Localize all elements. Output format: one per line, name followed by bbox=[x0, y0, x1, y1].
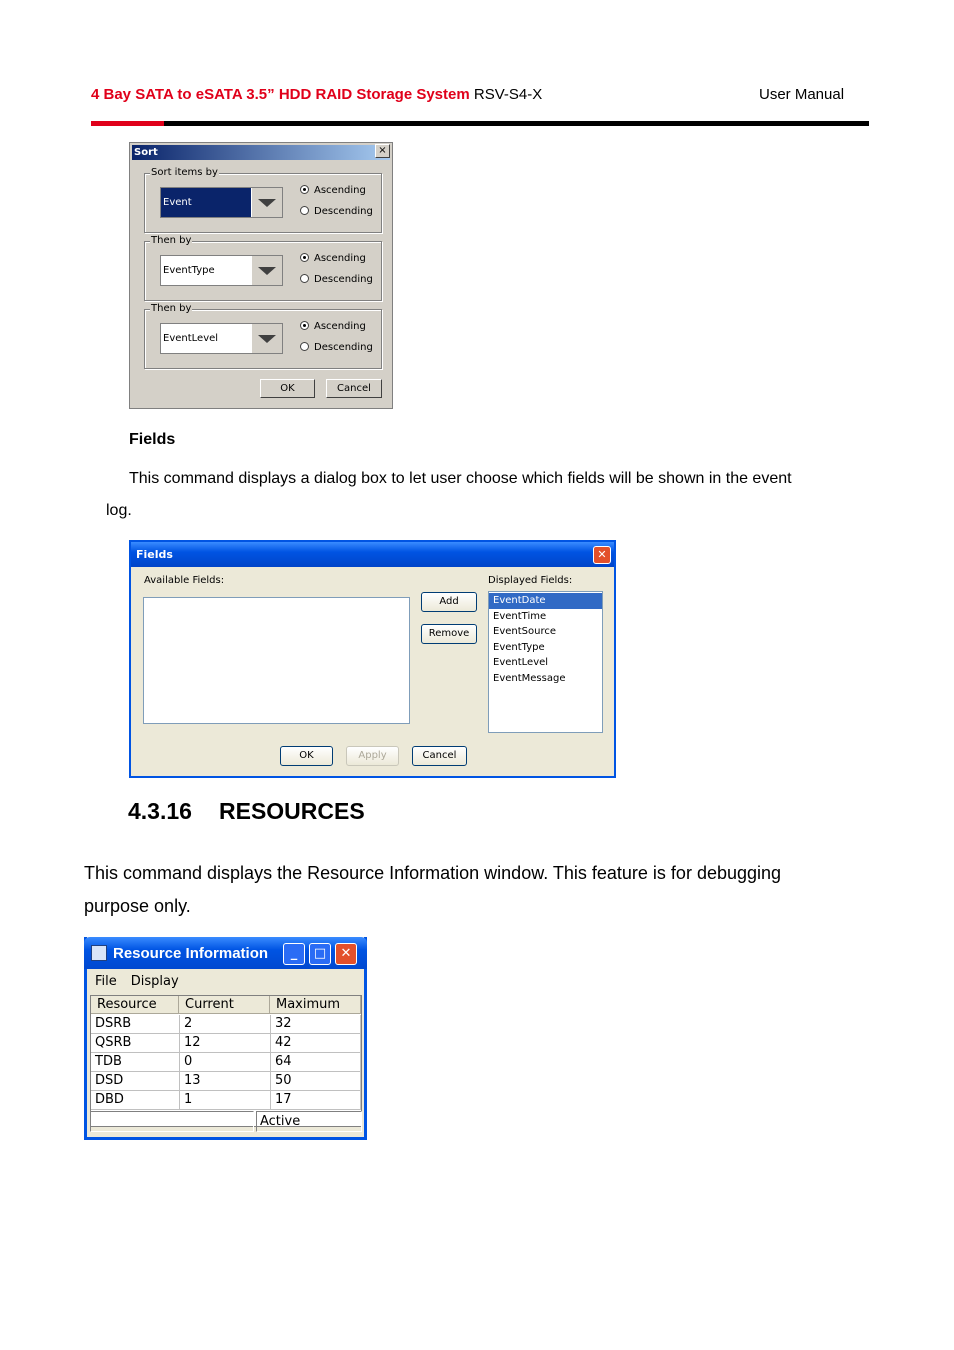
sort-group-primary bbox=[144, 167, 382, 233]
radio-label: Descending bbox=[314, 342, 373, 353]
select-value: Event bbox=[163, 197, 192, 208]
list-item[interactable]: EventType bbox=[493, 641, 545, 653]
list-item[interactable]: EventDate bbox=[489, 593, 602, 609]
radio-checked-icon bbox=[300, 253, 309, 262]
sort-group-tertiary bbox=[144, 303, 382, 369]
maximize-icon[interactable]: □ bbox=[309, 943, 331, 965]
apply-button[interactable]: Apply bbox=[346, 746, 399, 766]
resource-window-titlebar bbox=[84, 937, 367, 969]
column-header-maximum[interactable]: Maximum bbox=[270, 996, 361, 1014]
table-cell: 17 bbox=[271, 1091, 361, 1109]
then-by-select[interactable] bbox=[160, 255, 283, 286]
header-model: RSV-S4-X bbox=[473, 86, 543, 103]
radio-unchecked-icon bbox=[300, 274, 309, 283]
resource-information-window bbox=[84, 937, 367, 1140]
radio-label: Ascending bbox=[314, 185, 366, 196]
select-value: EventLevel bbox=[163, 333, 219, 344]
available-fields-list[interactable] bbox=[143, 597, 410, 724]
minimize-icon[interactable]: _ bbox=[283, 943, 305, 965]
ascending-radio[interactable] bbox=[300, 321, 366, 332]
group-legend: Then by bbox=[151, 303, 192, 314]
resources-paragraph-line2: purpose only. bbox=[84, 896, 191, 916]
chevron-down-icon[interactable] bbox=[251, 324, 282, 353]
table-cell: 32 bbox=[271, 1015, 361, 1033]
descending-radio[interactable] bbox=[300, 342, 373, 353]
section-number: 4.3.16 bbox=[128, 798, 192, 824]
table-cell: 2 bbox=[180, 1015, 271, 1033]
table-cell: DBD bbox=[91, 1091, 180, 1109]
list-item[interactable]: EventLevel bbox=[493, 657, 549, 668]
radio-checked-icon bbox=[300, 185, 309, 194]
chevron-down-icon[interactable] bbox=[251, 188, 282, 217]
table-cell: 0 bbox=[180, 1053, 271, 1071]
ok-button[interactable]: OK bbox=[260, 379, 315, 398]
radio-label: Ascending bbox=[314, 253, 366, 264]
radio-label: Descending bbox=[314, 274, 373, 285]
table-cell: 13 bbox=[180, 1072, 271, 1090]
table-cell: TDB bbox=[91, 1053, 180, 1071]
header-manual: User Manual bbox=[759, 86, 845, 103]
app-icon bbox=[91, 945, 107, 961]
window-title: Resource Information bbox=[113, 945, 269, 962]
table-cell: 12 bbox=[180, 1034, 271, 1052]
chevron-down-icon[interactable] bbox=[251, 256, 282, 285]
section-title: RESOURCES bbox=[219, 798, 365, 824]
fields-paragraph-line2: log. bbox=[106, 502, 132, 519]
add-button[interactable]: Add bbox=[421, 592, 477, 612]
list-item[interactable]: EventTime bbox=[493, 610, 547, 622]
available-fields-label: Available Fields: bbox=[144, 575, 225, 586]
radio-label: Ascending bbox=[314, 321, 366, 332]
table-row bbox=[91, 1015, 361, 1034]
sort-dialog-titlebar: Sort bbox=[132, 145, 390, 160]
sort-dialog bbox=[129, 142, 393, 409]
table-cell: DSRB bbox=[91, 1015, 180, 1033]
table-cell: 64 bbox=[271, 1053, 361, 1071]
column-header-resource[interactable]: Resource bbox=[91, 996, 179, 1014]
select-value: EventType bbox=[163, 265, 215, 276]
displayed-fields-list[interactable] bbox=[488, 591, 603, 733]
close-icon[interactable]: ✕ bbox=[593, 546, 611, 564]
radio-checked-icon bbox=[300, 321, 309, 330]
radio-label: Descending bbox=[314, 206, 373, 217]
cancel-button[interactable]: Cancel bbox=[326, 379, 382, 398]
header-product-title: 4 Bay SATA to eSATA 3.5” HDD RAID Storage System bbox=[91, 86, 470, 103]
resource-table bbox=[90, 995, 362, 1127]
table-row bbox=[91, 1053, 361, 1072]
table-row bbox=[91, 1072, 361, 1091]
menu-file[interactable]: File bbox=[95, 974, 117, 989]
displayed-fields-label: Displayed Fields: bbox=[488, 575, 573, 586]
table-cell: QSRB bbox=[91, 1034, 180, 1052]
fields-heading: Fields bbox=[129, 431, 176, 448]
sort-field-select[interactable] bbox=[160, 187, 283, 218]
menu-display[interactable]: Display bbox=[130, 974, 179, 989]
ascending-radio[interactable] bbox=[300, 253, 366, 264]
list-item[interactable]: EventMessage bbox=[493, 672, 566, 684]
status-bar-left bbox=[90, 1111, 254, 1132]
group-legend: Sort items by bbox=[151, 167, 218, 178]
radio-unchecked-icon bbox=[300, 206, 309, 215]
section-heading bbox=[128, 798, 365, 825]
table-cell: 42 bbox=[271, 1034, 361, 1052]
status-text: Active bbox=[256, 1111, 362, 1132]
cancel-button[interactable]: Cancel bbox=[412, 746, 467, 766]
radio-unchecked-icon bbox=[300, 342, 309, 351]
descending-radio[interactable] bbox=[300, 274, 373, 285]
table-cell: 50 bbox=[271, 1072, 361, 1090]
column-header-current[interactable]: Current bbox=[179, 996, 270, 1014]
fields-dialog-titlebar: Fields bbox=[131, 542, 614, 567]
group-legend: Then by bbox=[151, 235, 192, 246]
table-cell: 1 bbox=[180, 1091, 271, 1109]
remove-button[interactable]: Remove bbox=[421, 624, 477, 644]
then-by-select[interactable] bbox=[160, 323, 283, 354]
close-icon[interactable]: × bbox=[375, 144, 390, 158]
fields-dialog bbox=[129, 540, 616, 778]
close-icon[interactable]: ✕ bbox=[335, 943, 357, 965]
sort-group-secondary bbox=[144, 235, 382, 301]
table-row bbox=[91, 1091, 361, 1110]
list-item[interactable]: EventSource bbox=[493, 626, 556, 637]
fields-paragraph-line1: This command displays a dialog box to let user choose which fields will be shown in the event bbox=[129, 470, 792, 487]
header-rule bbox=[91, 121, 869, 126]
ok-button[interactable]: OK bbox=[280, 746, 333, 766]
header-title bbox=[91, 86, 542, 103]
ascending-radio[interactable] bbox=[300, 185, 366, 196]
resources-paragraph-line1: This command displays the Resource Information window. This feature is for debugging bbox=[84, 863, 782, 883]
menu-bar bbox=[87, 971, 364, 993]
table-row bbox=[91, 1034, 361, 1053]
descending-radio[interactable] bbox=[300, 206, 373, 217]
header-rule-accent bbox=[91, 121, 164, 126]
table-cell: DSD bbox=[91, 1072, 180, 1090]
